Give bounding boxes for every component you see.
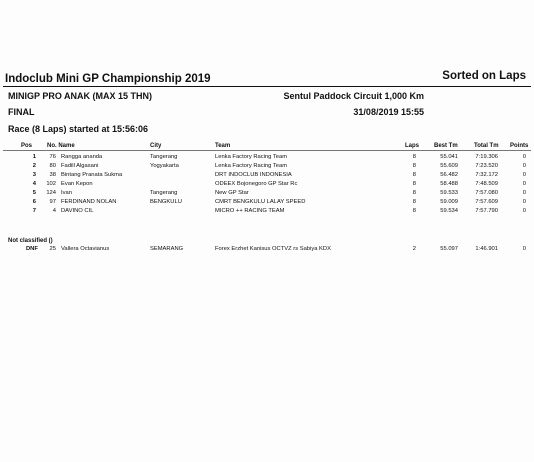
- cell-best: 55.041: [440, 154, 458, 160]
- cell-best: 56.482: [440, 172, 458, 178]
- table-row: [0, 208, 534, 217]
- col-best: Best Tm: [434, 143, 458, 149]
- cell-laps: 8: [412, 181, 416, 187]
- session-datetime: 31/08/2019 15:55: [353, 107, 424, 117]
- table-row: [0, 172, 534, 181]
- cell-points: 0: [522, 181, 526, 187]
- cell-no: 102: [46, 181, 56, 187]
- cell-city: Tangerang: [150, 154, 178, 160]
- cell-points: 0: [522, 163, 526, 169]
- session-name: FINAL: [8, 107, 35, 117]
- cell-no: 38: [49, 172, 56, 178]
- cell-no: 97: [49, 199, 56, 205]
- table-header-divider: [3, 150, 531, 151]
- cell-points: 0: [522, 199, 526, 205]
- cell-laps: 8: [412, 208, 416, 214]
- cell-team: Forex Erzhet Kanisus OCTVZ rs Sabiya KDX: [215, 246, 331, 252]
- class-name: MINIGP PRO ANAK (MAX 15 THN): [8, 91, 153, 101]
- cell-name: Rangga ananda: [61, 154, 103, 160]
- cell-laps: 8: [412, 163, 416, 169]
- table-row: [0, 181, 534, 190]
- cell-laps: 8: [412, 154, 416, 160]
- sort-label: Sorted on Laps: [442, 70, 526, 82]
- cell-pos: 3: [32, 172, 36, 178]
- cell-points: 0: [522, 246, 526, 252]
- col-team: Team: [215, 143, 231, 149]
- cell-team: Lenka Factory Racing Team: [215, 154, 288, 160]
- cell-team: DRT INDOCLUB INDONESIA: [215, 172, 292, 178]
- cell-total: 7:57.080: [475, 190, 498, 196]
- cell-city: SEMARANG: [150, 246, 184, 252]
- cell-laps: 8: [412, 190, 416, 196]
- cell-pos: 5: [32, 190, 36, 196]
- cell-no: 124: [46, 190, 56, 196]
- cell-laps: 8: [412, 172, 416, 178]
- cell-best: 59.533: [440, 190, 458, 196]
- cell-total: 1:46.901: [475, 246, 498, 252]
- cell-pos: 6: [32, 199, 36, 205]
- col-total: Total Tm: [474, 143, 499, 149]
- col-pos: Pos: [21, 143, 33, 149]
- cell-pos: 4: [32, 181, 36, 187]
- cell-name: DAVINO CIL: [61, 208, 94, 214]
- table-row: [0, 190, 534, 199]
- not-classified-heading: Not classified (): [8, 238, 53, 244]
- cell-no: 80: [49, 163, 56, 169]
- cell-name: Vallera Octavianus: [61, 246, 110, 252]
- cell-team: ODEEX Bojonegoro GP Star Rc: [215, 181, 298, 187]
- cell-no: 76: [49, 154, 56, 160]
- cell-best: 58.488: [440, 181, 458, 187]
- cell-city: Tangerang: [150, 190, 178, 196]
- cell-team: MICRO ++ RACING TEAM: [215, 208, 285, 214]
- cell-best: 59.009: [440, 199, 458, 205]
- cell-pos: 1: [32, 154, 36, 160]
- col-no-name: No. Name: [47, 143, 75, 149]
- cell-pos: 2: [32, 163, 36, 169]
- cell-team: New GP Star: [215, 190, 249, 196]
- race-info: Race (8 Laps) started at 15:56:06: [8, 124, 149, 134]
- cell-points: 0: [522, 190, 526, 196]
- cell-city: Yogyakarta: [150, 163, 179, 169]
- cell-pos: DNF: [26, 246, 38, 252]
- col-city: City: [150, 143, 162, 149]
- cell-points: 0: [522, 154, 526, 160]
- cell-name: Evan Kepon: [61, 181, 93, 187]
- cell-team: CMRT BENGKULU LALAY SPEED: [215, 199, 306, 205]
- cell-total: 7:19.306: [475, 154, 498, 160]
- cell-pos: 7: [32, 208, 36, 214]
- cell-no: 4: [52, 208, 56, 214]
- cell-best: 59.534: [440, 208, 458, 214]
- cell-name: FERDINAND NOLAN: [61, 199, 117, 205]
- cell-laps: 2: [412, 246, 416, 252]
- col-laps: Laps: [405, 143, 420, 149]
- cell-total: 7:57.790: [475, 208, 498, 214]
- cell-name: Bintang Pranata Sukma: [61, 172, 123, 178]
- col-points: Points: [510, 143, 529, 149]
- circuit-name: Sentul Paddock Circuit 1,000 Km: [283, 91, 424, 101]
- table-row: [0, 163, 534, 172]
- cell-city: BENGKULU: [150, 199, 182, 205]
- cell-name: Fadill Algasani: [61, 163, 99, 169]
- championship-title: Indoclub Mini GP Championship 2019: [5, 73, 211, 85]
- cell-total: 7:23.520: [475, 163, 498, 169]
- cell-total: 7:57.609: [475, 199, 498, 205]
- cell-points: 0: [522, 208, 526, 214]
- table-row-not-classified: [0, 246, 534, 255]
- header-divider: [3, 86, 531, 87]
- cell-best: 55.097: [440, 246, 458, 252]
- cell-total: 7:48.509: [475, 181, 498, 187]
- cell-best: 55.609: [440, 163, 458, 169]
- cell-laps: 8: [412, 199, 416, 205]
- cell-points: 0: [522, 172, 526, 178]
- table-row: [0, 154, 534, 163]
- table-row: [0, 199, 534, 208]
- cell-team: Lenka Factory Racing Team: [215, 163, 288, 169]
- cell-name: Ivan: [61, 190, 72, 196]
- cell-total: 7:32.172: [475, 172, 498, 178]
- cell-no: 25: [49, 246, 56, 252]
